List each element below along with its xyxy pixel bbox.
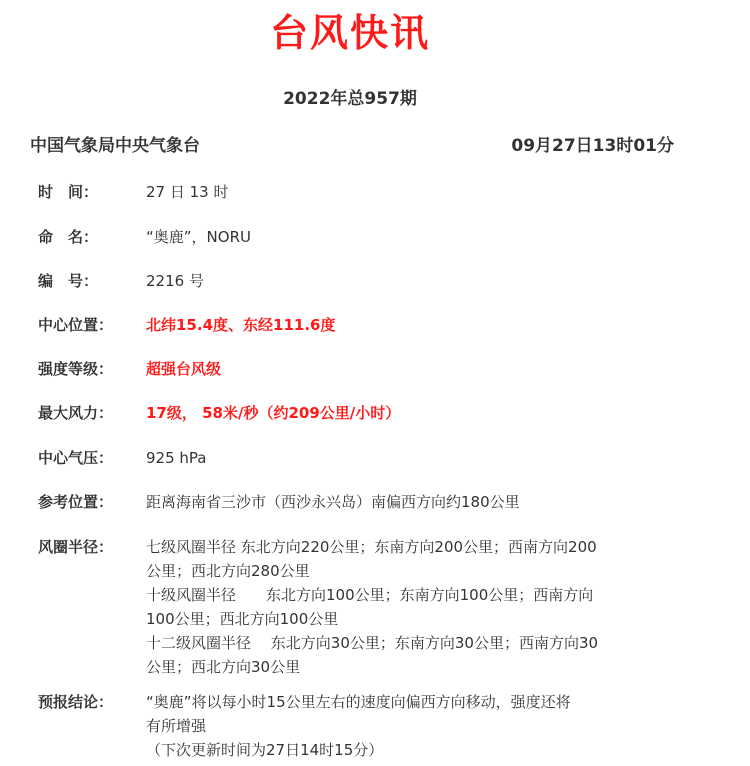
field-label: 最大风力： bbox=[38, 404, 114, 422]
field-label: 中心位置： bbox=[38, 316, 114, 334]
field-label: 强度等级： bbox=[38, 360, 114, 378]
wind-radius-line: 100公里；西北方向100公里 bbox=[146, 610, 339, 628]
center-position-value: 北纬15.4度、东经111.6度 bbox=[146, 316, 336, 334]
wind-radius-line: 十级风圈半径 东北方向100公里；东南方向100公里；西南方向 bbox=[146, 586, 594, 604]
forecast-line: “奥鹿”将以每小时15公里左右的速度向偏西方向移动，强度还将 bbox=[146, 693, 571, 711]
page-title: 台风快讯 bbox=[269, 11, 430, 55]
field-label: 命 名： bbox=[38, 228, 99, 246]
issue-number: 2022年总957期 bbox=[283, 89, 417, 109]
intensity-value: 超强台风级 bbox=[146, 360, 222, 378]
agency-name: 中国气象局中央气象台 bbox=[30, 136, 200, 156]
wind-radius-line: 十二级风圈半径 东北方向30公里；东南方向30公里；西南方向30 bbox=[146, 634, 599, 652]
field-label: 中心气压： bbox=[38, 449, 114, 467]
wind-radius-line: 七级风圈半径 东北方向220公里；东南方向200公里；西南方向200 bbox=[146, 538, 597, 556]
forecast-line: （下次更新时间为27日14时15分） bbox=[146, 741, 384, 759]
center-pressure-value: 925 hPa bbox=[146, 449, 207, 467]
forecast-value bbox=[146, 690, 666, 762]
typhoon-number-value: 2216 号 bbox=[146, 272, 204, 290]
wind-radius-line: 公里；西北方向30公里 bbox=[146, 658, 301, 676]
reference-position-value: 距离海南省三沙市（西沙永兴岛）南偏西方向约180公里 bbox=[146, 493, 520, 511]
header-row bbox=[30, 133, 674, 159]
field-label: 预报结论： bbox=[38, 693, 114, 711]
wind-radius-value bbox=[146, 535, 666, 679]
wind-radius-line: 公里；西北方向280公里 bbox=[146, 562, 310, 580]
typhoon-name-value: “奥鹿”，NORU bbox=[146, 228, 251, 246]
time-value: 27 日 13 时 bbox=[146, 183, 229, 201]
field-label: 时 间： bbox=[38, 183, 99, 201]
field-label: 编 号： bbox=[38, 272, 99, 290]
field-label: 参考位置： bbox=[38, 493, 114, 511]
field-label: 风圈半径： bbox=[38, 538, 114, 556]
issued-time: 09月27日13时01分 bbox=[511, 136, 674, 156]
forecast-line: 有所增强 bbox=[146, 717, 207, 735]
max-wind-value: 17级， 58米/秒（约209公里/小时） bbox=[146, 404, 401, 422]
